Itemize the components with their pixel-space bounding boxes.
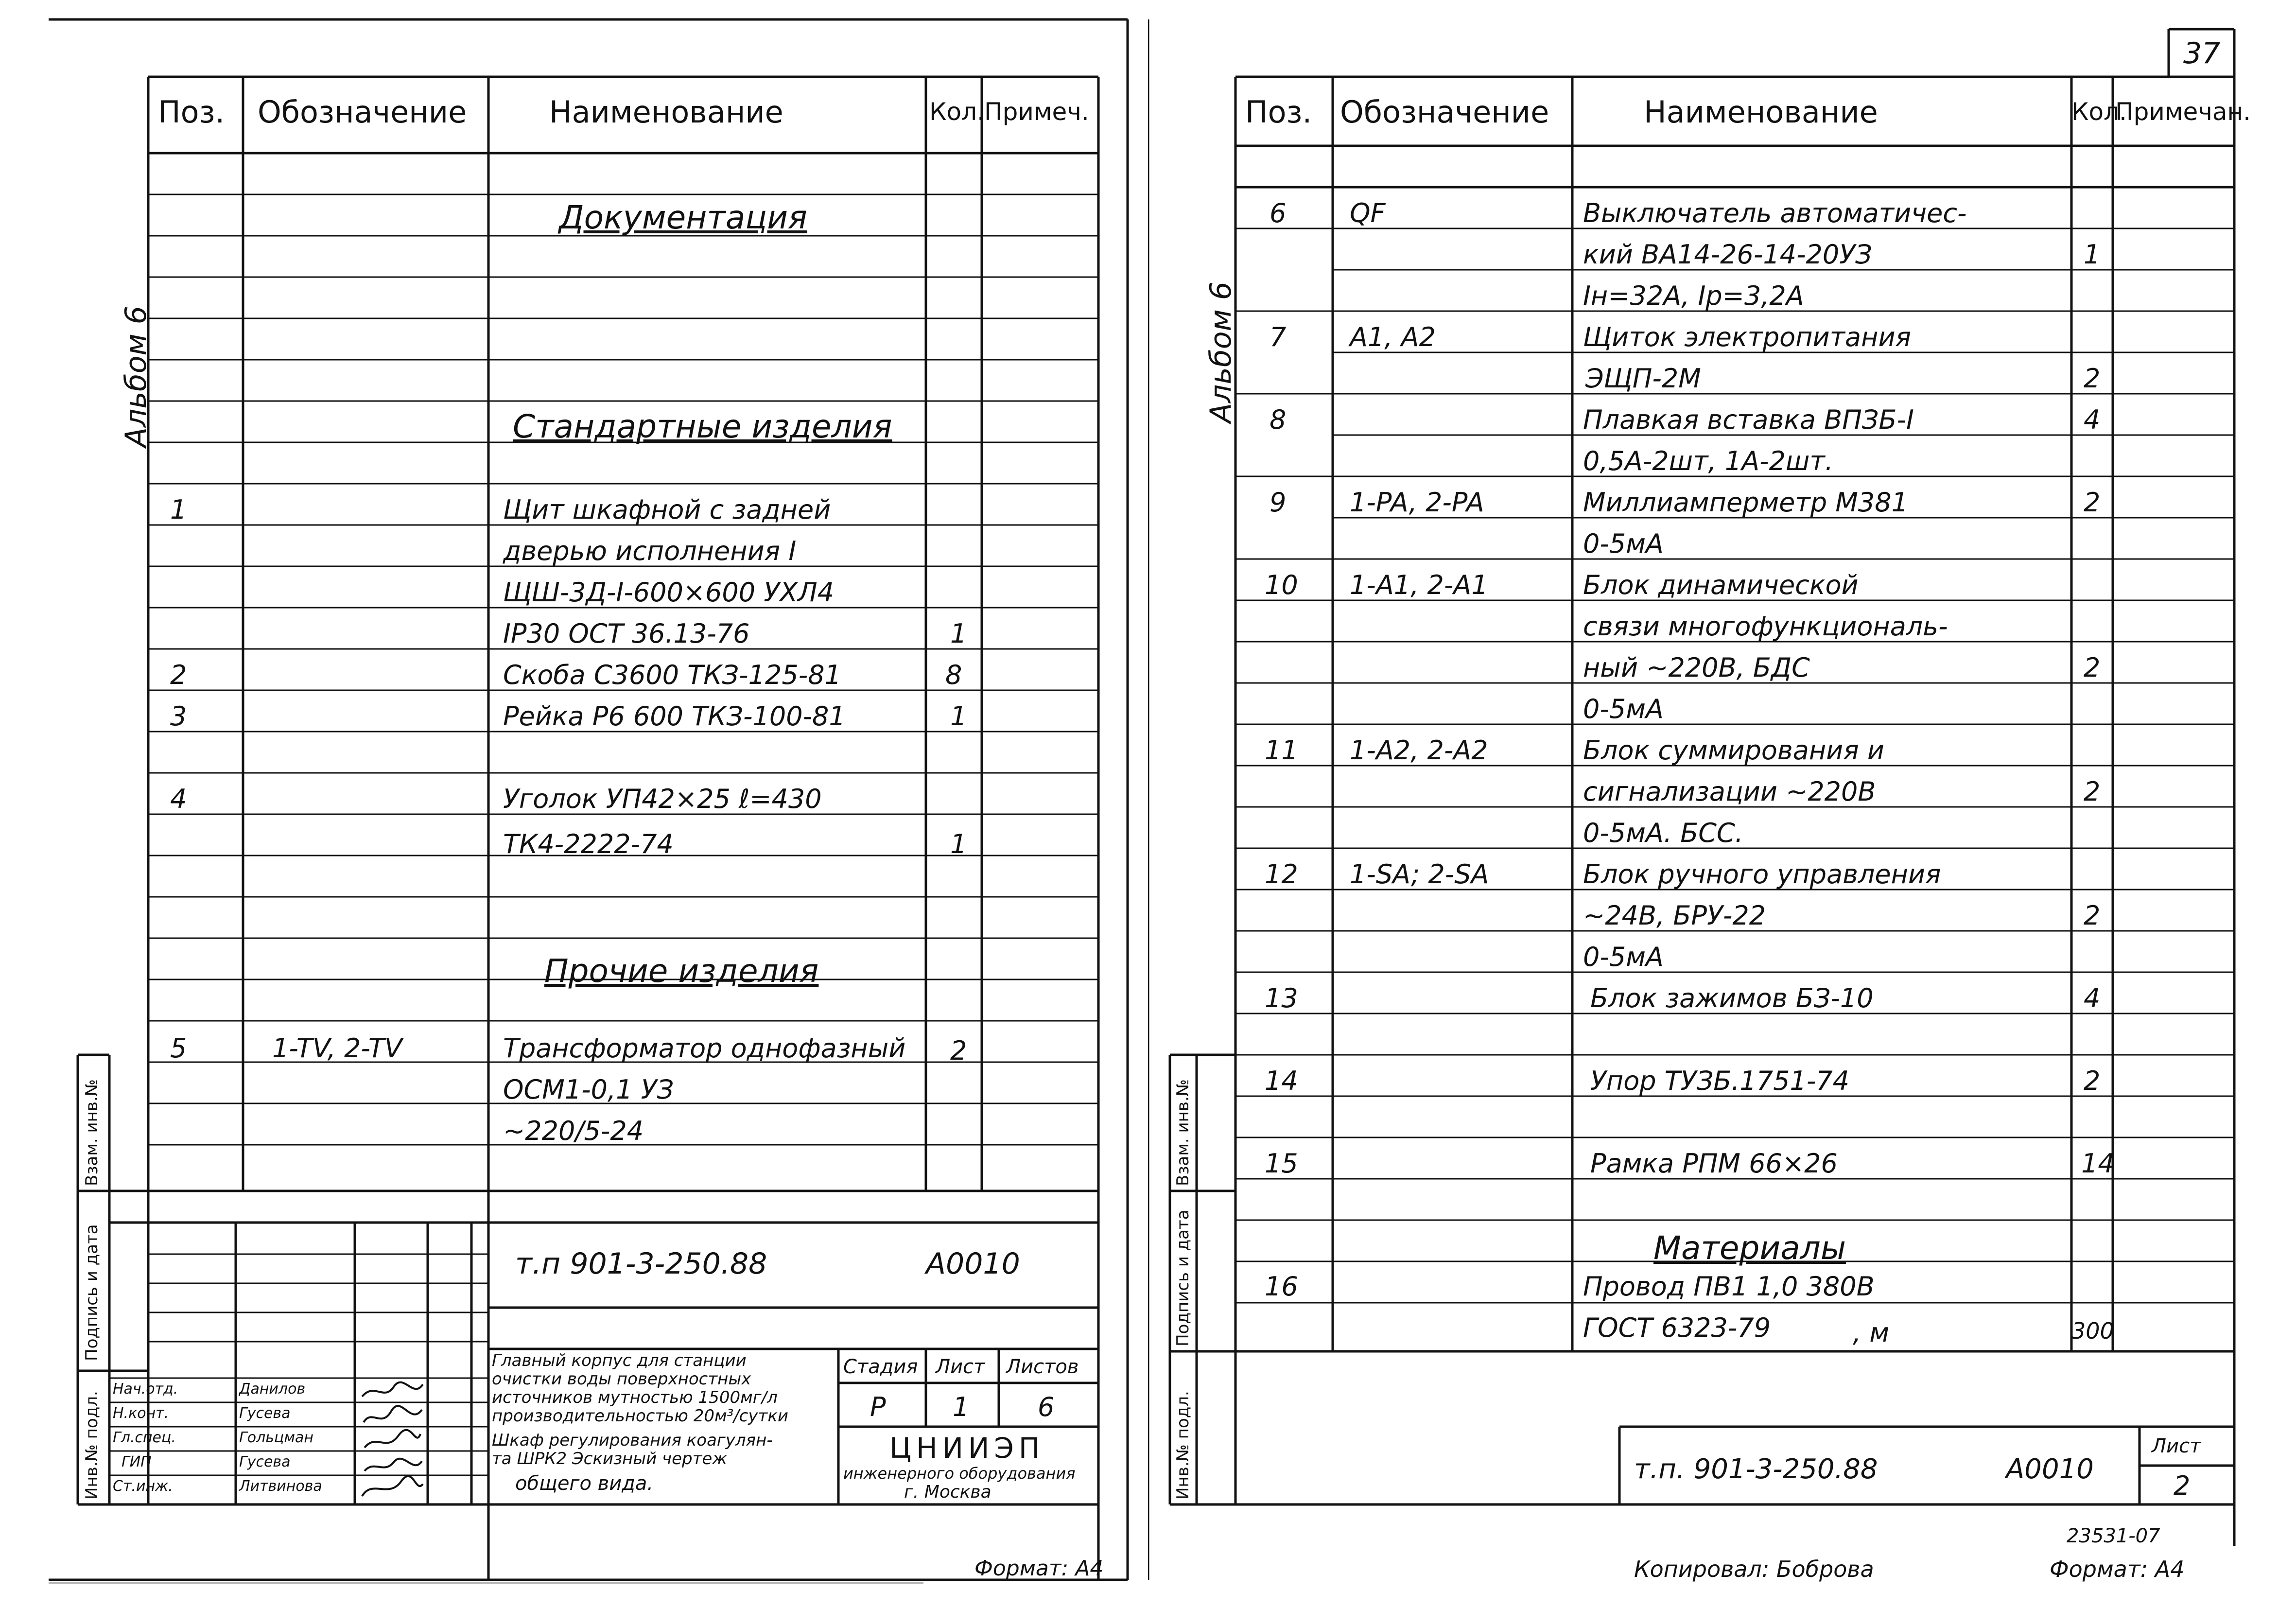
- stamp-replace-inv: Взам. инв.№: [1173, 1079, 1193, 1186]
- row-name: сигнализации ~220В: [1583, 776, 1876, 807]
- row-name: Упор ТУЗБ.1751-74: [1590, 1066, 1850, 1096]
- signer-name: Данилов: [239, 1381, 306, 1398]
- row-name: ~220/5-24: [503, 1116, 644, 1146]
- row-designation: 1-А1, 2-А1: [1350, 570, 1488, 600]
- row-qty: 2: [2084, 363, 2101, 394]
- title-description: очистки воды поверхностных: [492, 1369, 751, 1389]
- org-name: ЦНИИЭП: [889, 1432, 1045, 1465]
- row-unit: , м: [1853, 1317, 1890, 1348]
- row-name: 0-5мА: [1583, 694, 1664, 724]
- row-name: Рейка Р6 600 ТКЗ-100-81: [503, 701, 846, 732]
- row-qty: 2: [2084, 900, 2101, 931]
- header-designation: Обозначение: [1340, 94, 1549, 130]
- right-sheet: [1148, 0, 2296, 1608]
- row-pos: 13: [1265, 983, 1298, 1014]
- row-designation: QF: [1350, 198, 1386, 228]
- scan-artifact: [49, 1582, 923, 1584]
- row-pos: 7: [1270, 322, 1287, 352]
- row-name: Уголок УП42×25 ℓ=430: [503, 784, 822, 814]
- title-description: Шкаф регулирования коагулян-: [492, 1431, 773, 1450]
- title-description: Главный корпус для станции: [492, 1351, 747, 1370]
- row-designation: 1-SA; 2-SA: [1350, 859, 1489, 890]
- row-name: 0-5мА: [1583, 942, 1664, 972]
- row-pos: 1: [170, 494, 187, 525]
- row-name: ТК4-2222-74: [503, 829, 674, 859]
- format-label: Формат: А4: [2050, 1556, 2185, 1582]
- row-name: Выключатель автоматичес-: [1583, 198, 1967, 228]
- signature-icon: [360, 1380, 425, 1501]
- row-qty: 300: [2071, 1318, 2114, 1344]
- section-materials: Материалы: [1653, 1229, 1846, 1267]
- row-name: ГОСТ 6323-79: [1583, 1312, 1771, 1343]
- stamp-replace-inv: Взам. инв.№: [82, 1079, 102, 1186]
- title-description: источников мутностью 1500мг/л: [492, 1388, 778, 1407]
- header-pos: Поз.: [1245, 94, 1312, 130]
- sheet-value: 2: [2174, 1470, 2191, 1501]
- row-pos: 14: [1265, 1066, 1298, 1096]
- header-note: Примечан.: [2115, 98, 2251, 126]
- row-name: 0,5А-2шт, 1А-2шт.: [1583, 446, 1834, 476]
- row-pos: 6: [1270, 198, 1287, 228]
- row-pos: 15: [1265, 1148, 1298, 1179]
- row-qty: 2: [2084, 776, 2101, 807]
- row-name: Скоба С3600 ТКЗ-125-81: [503, 660, 841, 690]
- row-name: ОСМ1-0,1 УЗ: [503, 1074, 674, 1105]
- row-designation: 1-TV, 2-TV: [272, 1033, 402, 1064]
- header-qty: Кол.: [929, 98, 985, 126]
- row-name: ЭЩП-2М: [1585, 363, 1701, 394]
- header-note: Примеч.: [984, 98, 1089, 126]
- row-qty: 14: [2081, 1148, 2115, 1179]
- stamp-inv-orig: Инв.№ подл.: [1173, 1391, 1193, 1500]
- row-designation: А1, А2: [1350, 322, 1436, 352]
- row-name: Щит шкафной с задней: [503, 494, 831, 525]
- row-qty: 4: [2084, 983, 2101, 1014]
- row-designation: 1-PA, 2-PA: [1350, 487, 1484, 518]
- row-name: дверью исполнения I: [503, 536, 797, 566]
- sheet-label: Лист: [936, 1356, 985, 1378]
- album-label: Альбом 6: [119, 306, 153, 447]
- row-pos: 2: [170, 660, 187, 690]
- role: ГИП: [122, 1453, 152, 1470]
- row-name: 0-5мА: [1583, 528, 1664, 559]
- section-standard: Стандартные изделия: [513, 408, 892, 445]
- row-name: IP30 ОСТ 36.13-76: [503, 618, 750, 649]
- stamp-number: 23531-07: [2067, 1525, 2160, 1547]
- row-name: кий ВА14-26-14-20УЗ: [1583, 239, 1872, 270]
- format-label: Формат: А4: [974, 1556, 1104, 1581]
- row-qty: 4: [2084, 404, 2101, 435]
- row-qty: 2: [2084, 1066, 2101, 1096]
- role: Ст.инж.: [113, 1478, 173, 1495]
- section-other: Прочие изделия: [544, 952, 819, 990]
- header-name: Наименование: [549, 94, 783, 130]
- row-name: ный ~220В, БДС: [1583, 652, 1810, 683]
- header-designation: Обозначение: [258, 94, 467, 130]
- row-pos: 5: [170, 1033, 187, 1064]
- sheets-value: 6: [1038, 1392, 1055, 1422]
- row-pos: 10: [1265, 570, 1298, 600]
- row-name: Плавкая вставка ВПЗБ-I: [1583, 404, 1914, 435]
- row-name: Блок зажимов БЗ-10: [1590, 983, 1874, 1014]
- stage-value: Р: [870, 1392, 886, 1422]
- row-pos: 12: [1265, 859, 1298, 890]
- row-name: Трансформатор однофазный: [503, 1033, 906, 1064]
- title-code: т.п. 901-3-250.88: [1634, 1453, 1878, 1485]
- stage-label: Стадия: [843, 1356, 918, 1378]
- signer-name: Гусева: [239, 1405, 291, 1422]
- stamp-sign-date: Подпись и дата: [1173, 1209, 1193, 1346]
- row-qty: 2: [2084, 652, 2101, 683]
- row-qty: 1: [950, 618, 967, 649]
- role: Нач.отд.: [113, 1381, 178, 1398]
- copied-by: Копировал: Боброва: [1634, 1556, 1874, 1582]
- row-name: Рамка РПМ 66×26: [1590, 1148, 1838, 1179]
- row-pos: 4: [170, 784, 187, 814]
- signer-name: Литвинова: [239, 1478, 322, 1495]
- row-qty: 1: [2084, 239, 2101, 270]
- row-pos: 11: [1265, 735, 1298, 766]
- row-pos: 9: [1270, 487, 1287, 518]
- header-name: Наименование: [1644, 94, 1878, 130]
- title-code: т.п 901-3-250.88: [515, 1247, 767, 1281]
- row-designation: 1-А2, 2-А2: [1350, 735, 1488, 766]
- section-documentation: Документация: [559, 199, 807, 236]
- title-description: та ШРК2 Эскизный чертеж: [492, 1449, 727, 1468]
- sheets-label: Листов: [1006, 1356, 1079, 1378]
- signer-name: Гусева: [239, 1453, 291, 1470]
- row-qty: 2: [950, 1035, 967, 1066]
- row-pos: 16: [1265, 1271, 1298, 1302]
- org-line: г. Москва: [904, 1482, 991, 1502]
- stamp-inv-orig: Инв.№ подл.: [82, 1391, 102, 1500]
- role: Н.конт.: [113, 1405, 169, 1422]
- org-line: инженерного оборудования: [843, 1464, 1076, 1483]
- title-description: производительностью 20м³/сутки: [492, 1406, 788, 1426]
- row-name: связи многофункциональ-: [1583, 611, 1948, 642]
- row-name: Щиток электропитания: [1583, 322, 1912, 352]
- sheet-value: 1: [953, 1392, 970, 1422]
- row-qty: 8: [945, 660, 962, 690]
- row-qty: 1: [950, 701, 967, 732]
- page-number: 37: [2183, 36, 2221, 70]
- row-name: Провод ПВ1 1,0 380В: [1583, 1271, 1875, 1302]
- header-pos: Поз.: [158, 94, 225, 130]
- signer-name: Гольцман: [239, 1429, 313, 1446]
- title-doc: А0010: [2006, 1453, 2094, 1485]
- role: Гл.спец.: [113, 1429, 176, 1446]
- album-label: Альбом 6: [1204, 281, 1238, 423]
- header-qty: Кол.: [2071, 98, 2127, 126]
- stamp-sign-date: Подпись и дата: [82, 1224, 102, 1361]
- row-name: Блок ручного управления: [1583, 859, 1941, 890]
- row-name: Iн=32А, Iр=3,2А: [1583, 280, 1804, 311]
- title-description: общего вида.: [515, 1472, 654, 1495]
- row-name: Блок суммирования и: [1583, 735, 1884, 766]
- row-name: 0-5мА. БСС.: [1583, 818, 1743, 848]
- row-pos: 8: [1270, 404, 1287, 435]
- row-name: Блок динамической: [1583, 570, 1859, 600]
- row-name: ~24В, БРУ-22: [1583, 900, 1766, 931]
- row-name: ЩШ-3Д-I-600×600 УХЛ4: [503, 577, 835, 608]
- row-name: Миллиамперметр М381: [1583, 487, 1908, 518]
- title-doc: А0010: [926, 1247, 1020, 1281]
- row-pos: 3: [170, 701, 187, 732]
- row-qty: 2: [2084, 487, 2101, 518]
- row-qty: 1: [950, 829, 967, 859]
- sheet-label: Лист: [2152, 1435, 2201, 1457]
